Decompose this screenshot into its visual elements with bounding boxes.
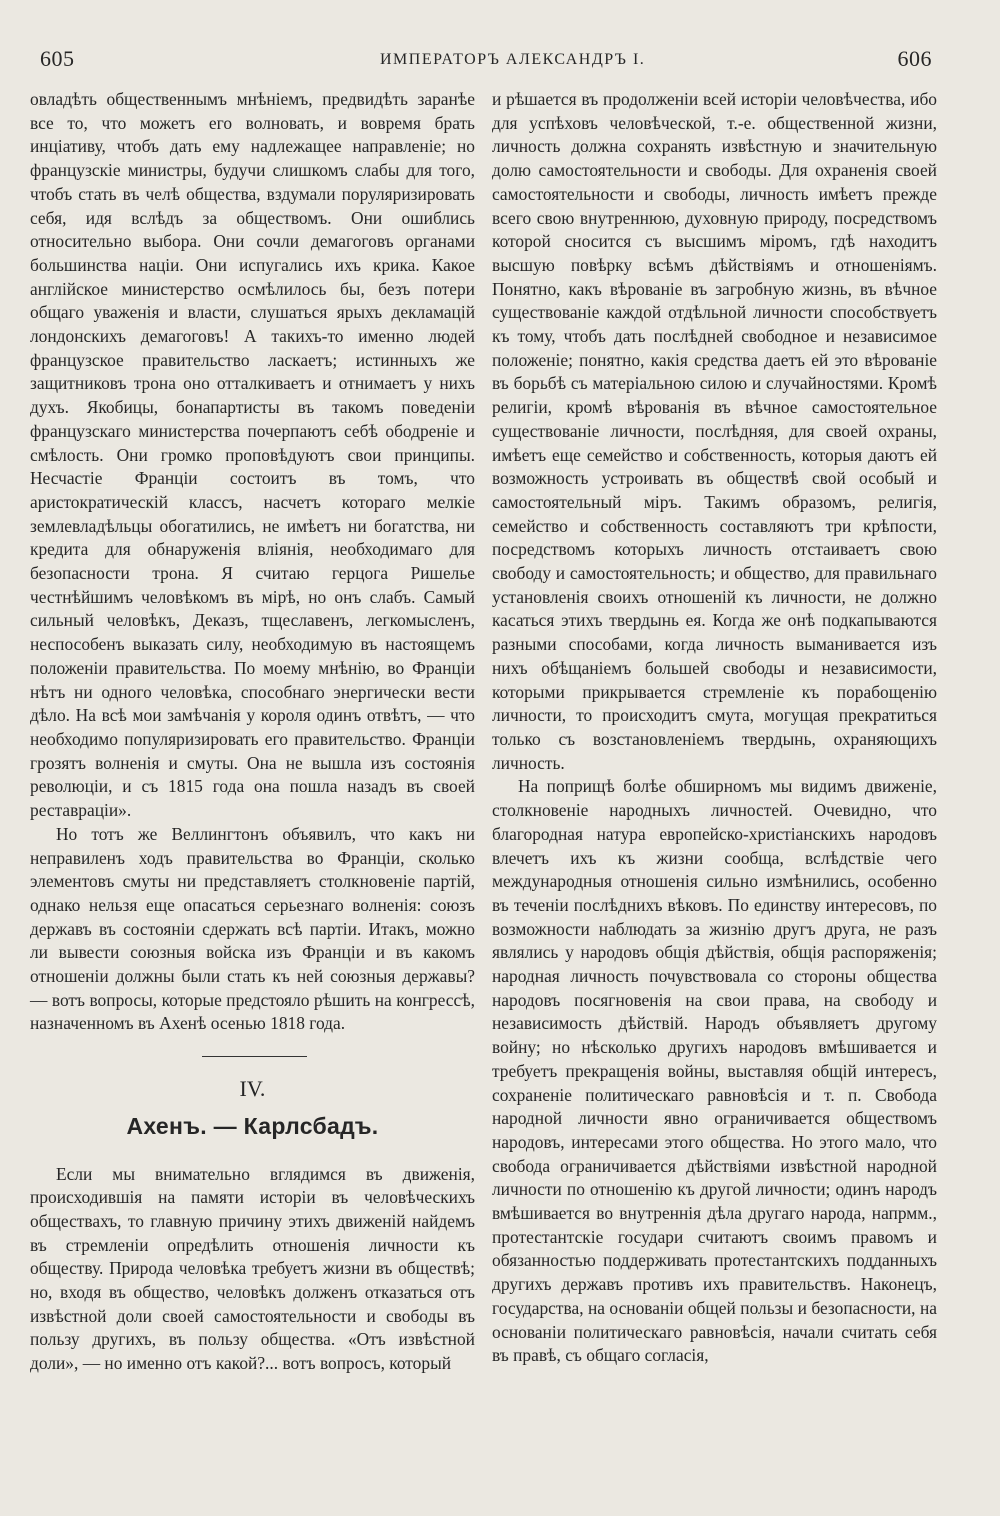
paragraph: На поприщѣ болѣе обширномъ мы видимъ движеніе, столкновеніе народныхъ личностей. Очевидно, что благородная натура европейско-христіанскихъ народовъ влечетъ ихъ къ жизни сообща, вслѣдствіе чего международныя отношенія сильно измѣнились, особенно въ теченіи послѣднихъ вѣковъ. По единству интересовъ, по возможности наблюдать за жизнію другъ друга, не разъ являлись у народовъ общія дѣйствія, общія распоряженія; народная личность почувствовала со стороны общества народовъ посягновенія на свои права, на свободу и независимость дѣйствій. Народъ объявляетъ другому войну; но нѣсколько другихъ народовъ вмѣшивается и требуетъ прекращенія войны, выставляя общій интересъ, сохраненіе политическаго равновѣсія и т. п. Свобода народной личности явно ограничивается обществомъ народовъ, интересами этого общества. Но этого мало, что свобода ограничивается дѣйствіями извѣстной народной личности по отношенію къ другой личности; одинъ народъ вмѣшивается во внутреннія дѣла другаго народа, напрмм., протестантскіе государи считаютъ своимъ правомъ и обязанностью поддерживать протестантскихъ подданныхъ другихъ державъ противъ ихъ правительствъ. Наконецъ, государства, на основаніи общей пользы и безопасности, на основаніи политическаго равновѣсія, начали считать себя въ правѣ, съ общаго согласія, <box>492 776 937 1366</box>
section-divider <box>202 1056 307 1057</box>
paragraph: Если мы внимательно вглядимся въ движенія, происходившія на памяти исторіи въ человѣческихъ обществахъ, то главную причину этихъ движеній найдемъ въ стремленіи опредѣлить отношенія личности къ обществу. Природа человѣка требуетъ жизни въ обществѣ; но, входя въ общество, человѣкъ долженъ отказаться отъ извѣстной доли своей самостоятельности и свободы въ пользу другихъ, въ пользу общества. «Отъ извѣстной доли», — но именно отъ какой?... вотъ вопросъ, который <box>30 1163 475 1374</box>
left-column <box>30 88 475 1376</box>
section-title: Ахенъ. — Карлсбадъ. <box>126 1112 379 1139</box>
paragraph: овладѣть общественнымъ мнѣніемъ, предвидѣть заранѣе все то, что можетъ его волновать, и вовремя брать инціативу, чтобъ дать ему надлежащее направленіе; но французскіе министры, будучи слишкомъ слабы для того, чтобъ стать въ челѣ общества, вздумали поруляризировать себя, идя вслѣдъ за обществомъ. Они ошиблись относительно выбора. Они сочли демагоговъ органами большинства націи. Они испугались ихъ крика. Какое англійское министерство осмѣлилось бы, безъ потери общаго уваженія и власти, слушаться ярыхъ декламацій лондонскихъ демагоговъ! А такихъ-то именно людей французское правительство ласкаетъ; истинныхъ же защитниковъ трона оно отталкиваетъ и отнимаетъ у нихъ духъ. Якобицы, бонапартисты въ такомъ поведеніи французскаго министерства почерпаютъ себѣ ободреніе и смѣлость. Они громко проповѣдуютъ свои принципы. Несчастіе Франціи состоитъ въ томъ, что аристократическій классъ, насчетъ котораго мелкіе землевладѣльцы обогатились, не имѣетъ ни богатства, ни кредита для обнаруженія вліянія, необходимаго для безопасности трона. Я считаю герцога Ришелье честнѣйшимъ человѣкомъ въ мірѣ, но онъ слабъ. Самый сильный человѣкъ, Деказъ, тщеславенъ, легкомысленъ, неспособенъ выказать силу, необходимую въ настоящемъ положеніи правительства. По моему мнѣнію, во Франціи нѣтъ ни одного человѣка, способнаго энергически вести дѣло. На всѣ мои замѣчанія у короля одинъ отвѣтъ, — что необходимо популяризировать его правительство. Франціи грозятъ волненія и смуты. Она не вышла изъ состоянія революціи, и съ 1815 года она пошла назадъ въ своей реставраціи». <box>30 89 475 821</box>
page-number-right: 606 <box>897 46 932 71</box>
running-title: ИМПЕРАТОРЪ АЛЕКСАНДРЪ I. <box>380 51 646 68</box>
section-number: IV. <box>239 1076 266 1102</box>
page-number-left: 605 <box>40 46 75 71</box>
paragraph: Но тотъ же Веллингтонъ объявилъ, что какъ ни неправиленъ ходъ правительства во Франціи, сколько элементовъ смуты ни представляетъ столкновеніе партій, однако нельзя еще опасаться серьезнаго волненія: союзъ державъ въ состояніи сдержать всѣ партіи. Итакъ, можно ли вывести союзныя войска изъ Франціи и въ какомъ отношеніи должны были стать къ ней союзныя державы? — вотъ вопросы, которые предстояло рѣшить на конгрессѣ, назначенномъ въ Ахенѣ осенью 1818 года. <box>30 823 475 1034</box>
paragraph: и рѣшается въ продолженіи всей исторіи человѣчества, ибо для успѣховъ человѣческой, т.-е. общественной жизни, личность должна сохранять извѣстную и значительную долю самостоятельности и свободы. Для охраненія своей самостоятельности и свободы, личность имѣетъ прежде всего свою внутреннюю, духовную природу, посредствомъ которой сносится съ высшимъ міромъ, гдѣ находитъ высшую повѣрку всѣмъ дѣйствіямъ и отношеніямъ. Понятно, какъ вѣрованіе въ загробную жизнь, въ вѣчное существованіе каждой отдѣльной личности способствуетъ къ тому, чтобъ дать послѣдней свободное и независимое положеніе; понятно, какія средства даетъ ей это вѣрованіе въ борьбѣ съ матеріальною силою и случайностями. Кромѣ религіи, кромѣ вѣрованія въ вѣчное самостоятельное существованіе личности, послѣдняя, для своей охраны, имѣетъ еще семейство и собственность, которыя даютъ ей возможность устроивать въ обществѣ свой особый и самостоятельный міръ. Такимъ образомъ, религія, семейство и собственность составляютъ три крѣпости, посредствомъ которыхъ личность отстаиваетъ свою свободу и самостоятельность; и общество, для правильнаго установленія своихъ отношеній къ личности, не должно касаться этихъ твердынь ея. Когда же онѣ подкапываются разными способами, когда личность выманивается изъ нихъ обѣщаніемъ большей свободы и независимости, которыми прикрывается стремленіе къ порабощенію личности, то происходитъ смута, могущая прекратиться только съ возстановленіемъ твердынь, охраняющихъ личность. <box>492 89 937 773</box>
right-column <box>492 88 937 1368</box>
